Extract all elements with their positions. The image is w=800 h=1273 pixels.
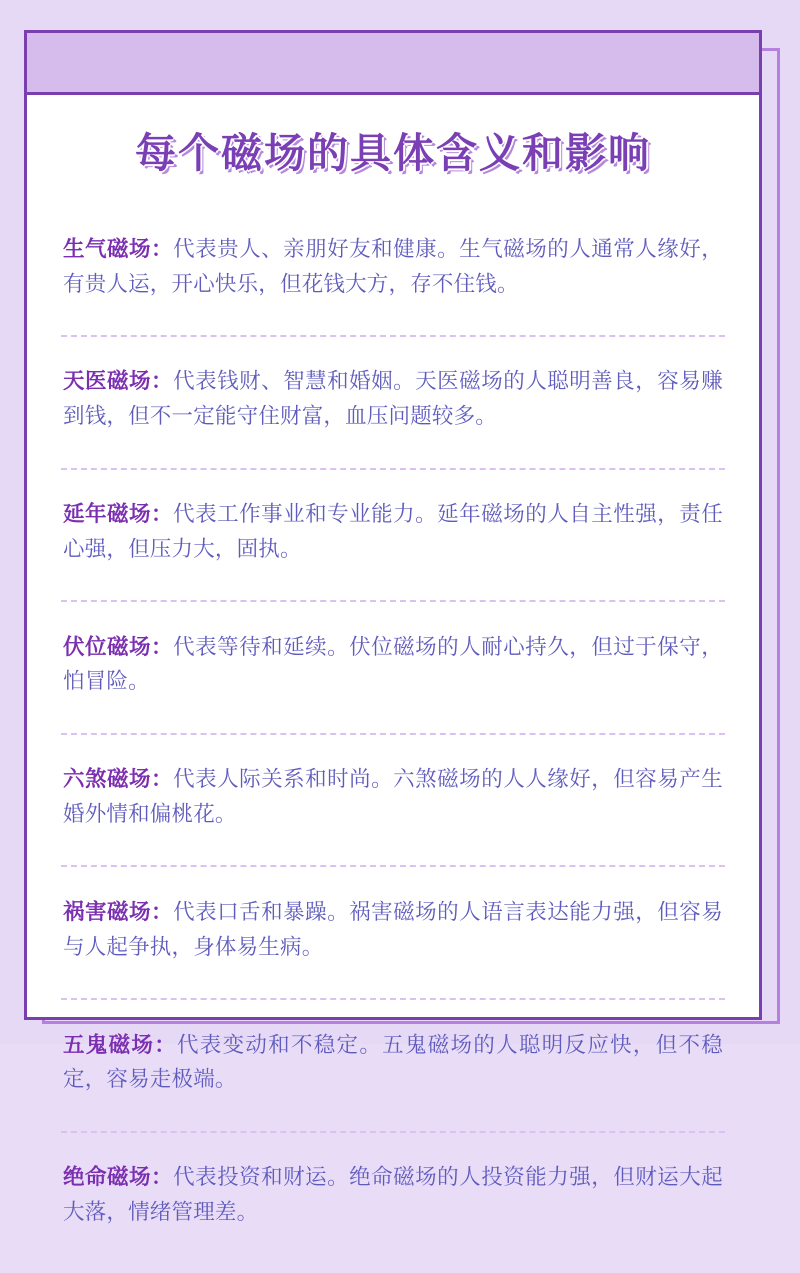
entry-separator: ： <box>151 899 174 924</box>
entry-description: 代表等待和延续。伏位磁场的人耐心持久，但过于保守，怕冒险。 <box>63 634 723 694</box>
entry-term: 生气磁场 <box>63 236 152 261</box>
entry-description: 代表工作事业和专业能力。延年磁场的人自主性强，责任心强，但压力大，固执。 <box>63 502 723 561</box>
list-item <box>61 602 725 735</box>
page-title: 每个磁场的具体含义和影响 <box>135 130 651 176</box>
entry-paragraph <box>63 1028 723 1098</box>
entry-paragraph <box>63 762 723 832</box>
list-item <box>61 867 725 1000</box>
entry-separator: ： <box>151 767 174 792</box>
entry-paragraph <box>63 364 723 434</box>
entry-paragraph <box>63 895 723 965</box>
entry-term: 延年磁场 <box>63 502 152 526</box>
list-item <box>61 470 725 603</box>
entry-separator: ： <box>151 1165 174 1190</box>
list-item <box>61 337 725 470</box>
content-card <box>24 30 762 1225</box>
entry-term: 伏位磁场 <box>63 634 152 659</box>
entry-description: 代表贵人、亲朋好友和健康。生气磁场的人通常人缘好，有贵人运，开心快乐，但花钱大方，存不住钱。 <box>63 236 723 296</box>
list-item <box>61 1000 725 1133</box>
entry-term: 祸害磁场 <box>63 899 152 924</box>
entry-description: 代表变动和不稳定。五鬼磁场的人聪明反应快，但不稳定，容易走极端。 <box>63 1032 723 1092</box>
entry-paragraph <box>63 232 723 302</box>
entry-paragraph <box>63 1160 723 1230</box>
entry-term: 绝命磁场 <box>63 1165 152 1190</box>
entry-description: 代表钱财、智慧和婚姻。天医磁场的人聪明善良，容易赚到钱，但不一定能守住财富，血压问题较多。 <box>63 369 723 429</box>
entry-separator: ： <box>151 634 174 659</box>
entry-term: 天医磁场 <box>63 369 152 394</box>
entry-description: 代表投资和财运。绝命磁场的人投资能力强，但财运大起大落，情绪管理差。 <box>63 1165 723 1225</box>
list-item <box>61 1133 725 1264</box>
card-body <box>27 95 759 1273</box>
entry-separator: ： <box>151 236 174 261</box>
entry-term: 五鬼磁场 <box>63 1032 155 1057</box>
entry-separator: ： <box>154 1032 177 1057</box>
entry-description: 代表口舌和暴躁。祸害磁场的人语言表达能力强，但容易与人起争执，身体易生病。 <box>63 899 723 959</box>
entry-separator: ： <box>151 369 174 394</box>
entry-paragraph <box>63 630 723 700</box>
list-item <box>61 204 725 337</box>
entry-term: 六煞磁场 <box>63 767 152 792</box>
entry-description: 代表人际关系和时尚。六煞磁场的人人缘好，但容易产生婚外情和偏桃花。 <box>63 767 723 827</box>
entry-separator: ： <box>151 502 174 526</box>
entry-paragraph <box>63 497 723 567</box>
list-item <box>61 735 725 868</box>
card-header-bar <box>27 33 759 95</box>
